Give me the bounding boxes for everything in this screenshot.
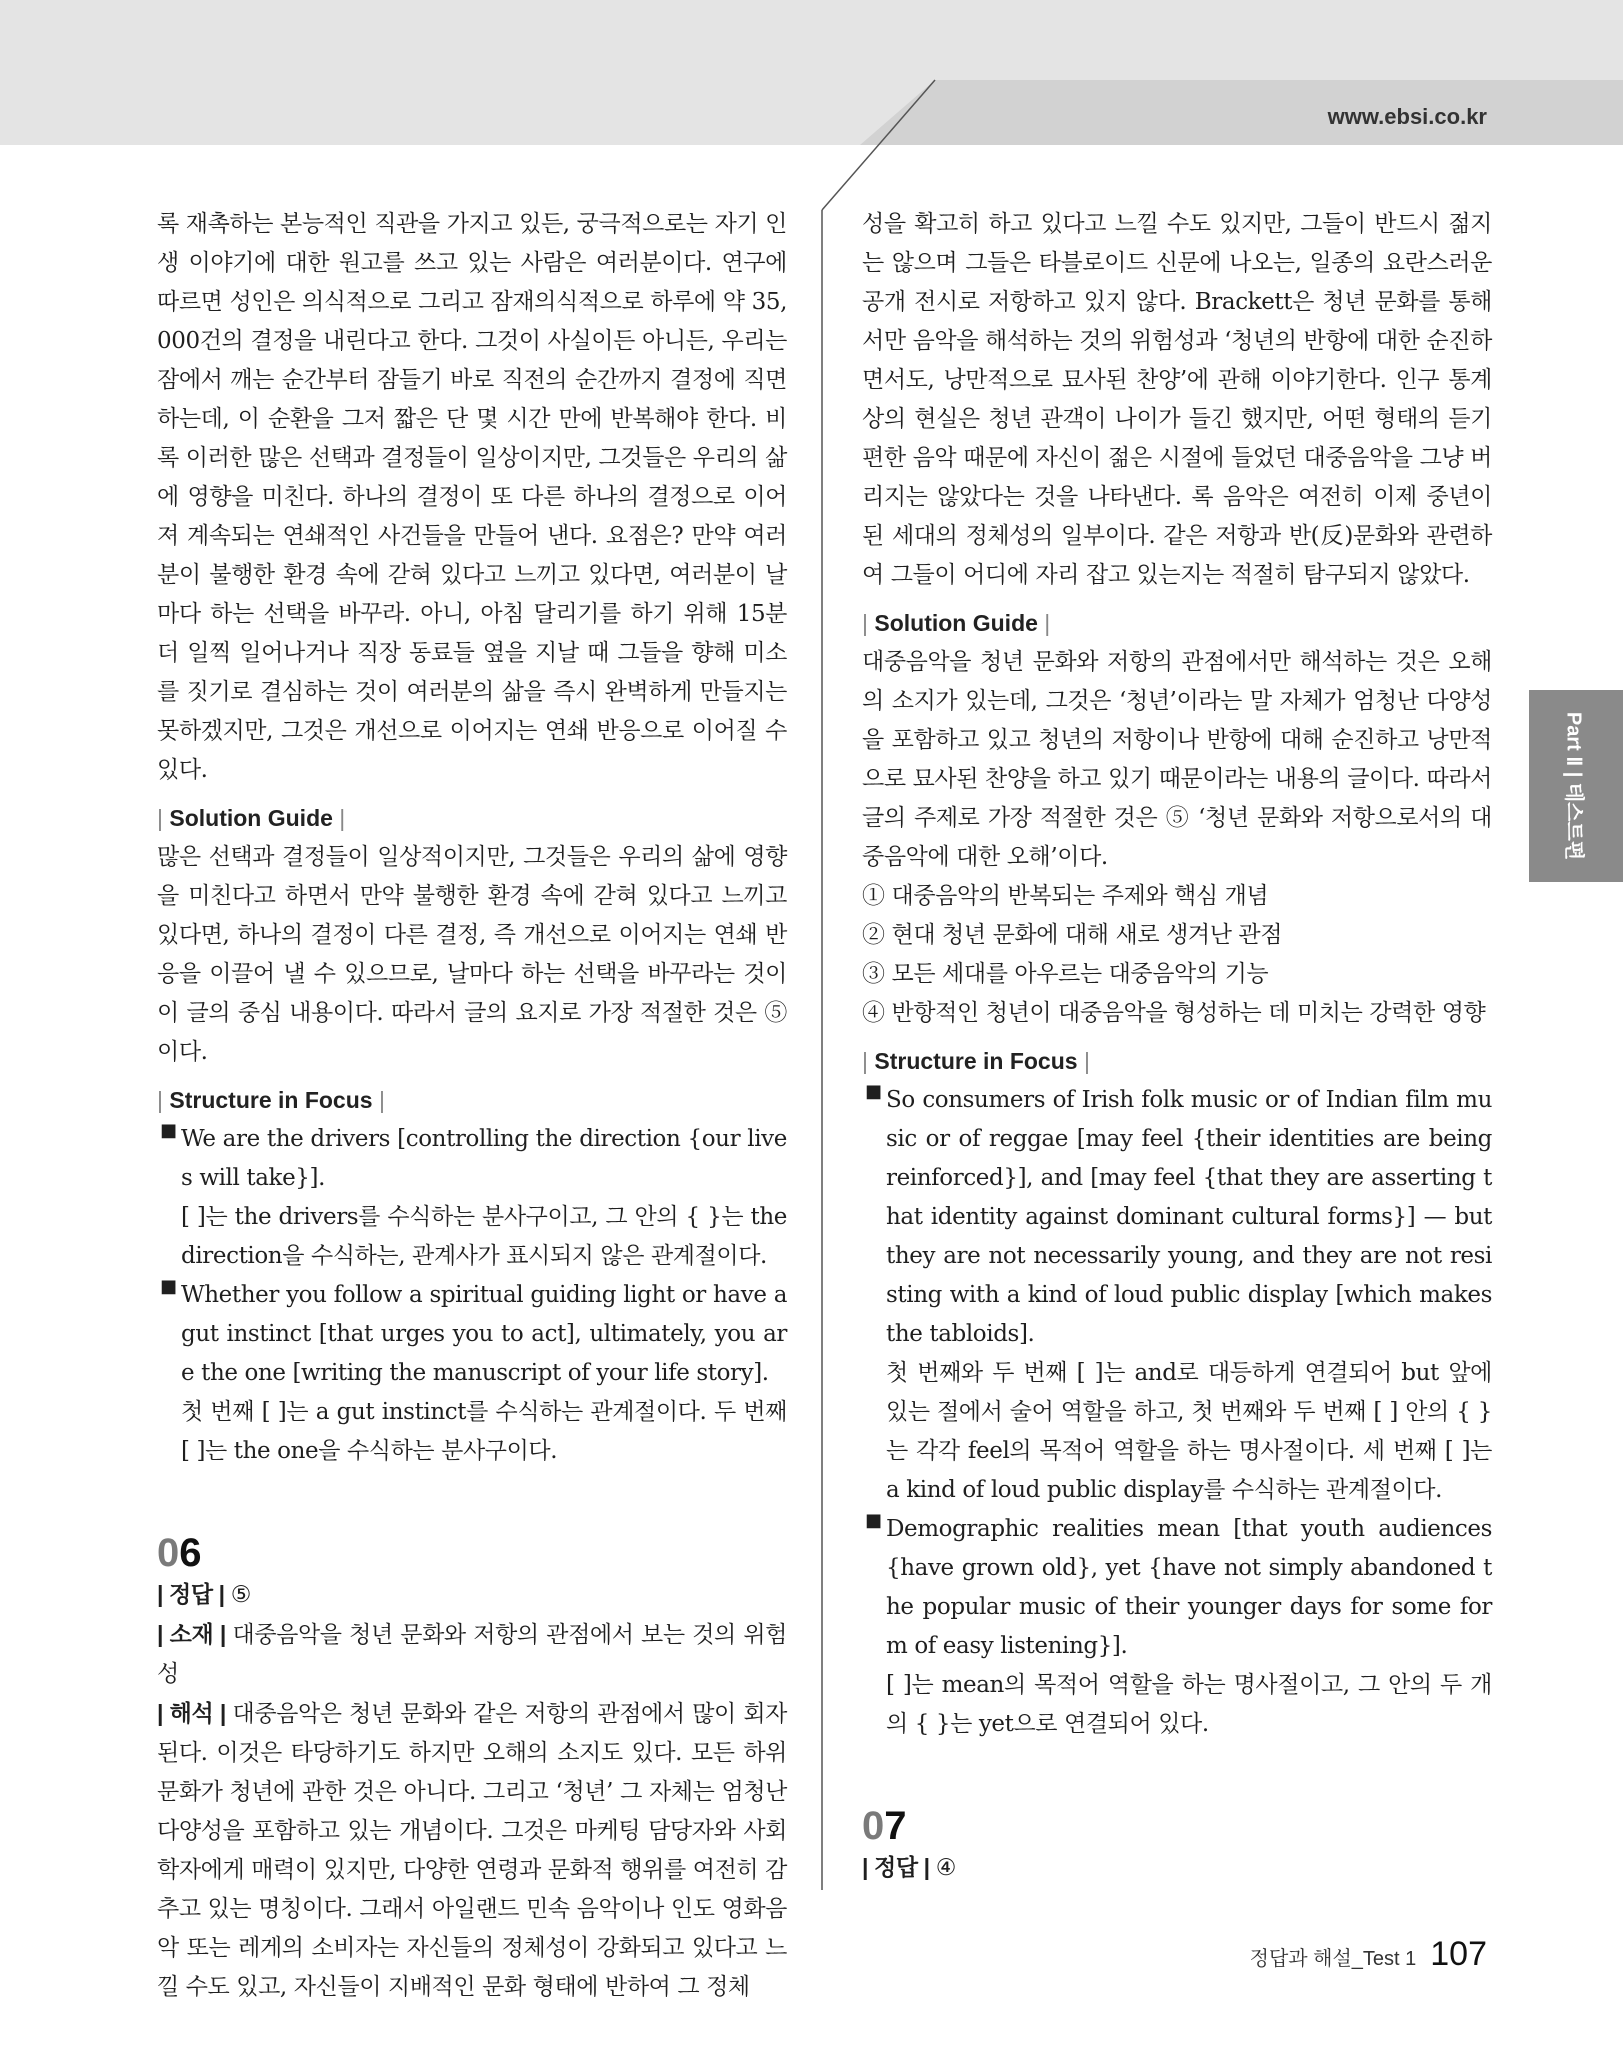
square-bullet-icon: ■ <box>865 1510 883 1531</box>
square-bullet-icon: ■ <box>865 1081 883 1102</box>
page-footer <box>1250 1935 1487 1974</box>
structure-item: ■ So consumers of Irish folk music or of Indian film music or of reggae [may feel {their identities are being reinforced}], and [may feel {that they are asserting that identity against dominant cultural forms}] — but they are not necessarily young, and they are not resisting with a kind of loud public display [which makes the tabloids]. 첫 번째와 두 번째 [ ]는 and로 대등하게 연결되어 but 앞에 있는 절에서 술어 역할을 하고, 첫 번째와 두 번째 [ ] 안의 { }는 각각 feel의 목적어 역할을 하는 명사절이다. 세 번째 [ ]는 a kind of loud public display를 수식하는 관계절이다. <box>862 1081 1492 1510</box>
right-column <box>862 205 1492 1888</box>
structure-note: 첫 번째와 두 번째 [ ]는 and로 대등하게 연결되어 but 앞에 있는 절에서 술어 역할을 하고, 첫 번째와 두 번째 [ ] 안의 { }는 각각 feel의 목적어 역할을 하는 명사절이다. 세 번째 [ ]는 a kind of loud public display를 수식하는 관계절이다. <box>886 1360 1492 1503</box>
square-bullet-icon: ■ <box>160 1276 178 1297</box>
section-side-tab <box>1529 690 1623 882</box>
page-number: 107 <box>1430 1935 1487 1973</box>
solution-guide-text: 많은 선택과 결정들이 일상적이지만, 그것들은 우리의 삶에 영향을 미친다고 하면서 만약 불행한 환경 속에 갇혀 있다고 느끼고 있다면, 하나의 결정이 다른 결정, 즉 개선으로 이어지는 연쇄 반응을 이끌어 낼 수 있으므로, 날마다 하는 선택을 바꾸라는 것이 이 글의 중심 내용이다. 따라서 글의 요지로 가장 적절한 것은 ⑤이다. <box>157 844 787 1065</box>
square-bullet-icon: ■ <box>160 1120 178 1141</box>
passage-translation-continued: 록 재촉하는 본능적인 직관을 가지고 있든, 궁극적으로는 자기 인생 이야기에 대한 원고를 쓰고 있는 사람은 여러분이다. 연구에 따르면 성인은 의식적으로 그리고 잠재의식적으로 하루에 약 35,000건의 결정을 내린다고 한다. 그것이 사실이든 아니든, 우리는 잠에서 깨는 순간부터 잠들기 바로 직전의 순간까지 결정에 직면하는데, 이 순환을 그저 짧은 단 몇 시간 만에 반복해야 한다. 비록 이러한 많은 선택과 결정들이 일상이지만, 그것들은 우리의 삶에 영향을 미친다. 하나의 결정이 또 다른 하나의 결정으로 이어져 계속되는 연쇄적인 사건들을 만들어 낸다. 요점은? 만약 여러분이 불행한 환경 속에 갇혀 있다고 느끼고 있다면, 여러분이 날마다 하는 선택을 바꾸라. 아니, 아침 달리기를 하기 위해 15분 더 일찍 일어나거나 직장 동료들 옆을 지날 때 그들을 향해 미소를 짓기로 결심하는 것이 여러분의 삶을 즉시 완벽하게 만들지는 못하겠지만, 그것은 개선으로 이어지는 연쇄 반응으로 이어질 수 있다. <box>157 211 787 783</box>
answer-value: ④ <box>935 1855 956 1881</box>
answer-value: ⑤ <box>230 1582 251 1608</box>
solution-guide-text: 대중음악을 청년 문화와 저항의 관점에서만 해석하는 것은 오해의 소지가 있는데, 그것은 ‘청년’이라는 말 자체가 엄청난 다양성을 포함하고 있고 청년의 저항이나 반항에 대해 순진하고 낭만적으로 묘사된 찬양을 하고 있기 때문이라는 내용의 글이다. 따라서 글의 주제로 가장 적절한 것은 ⑤ ‘청년 문화와 저항으로서의 대중음악에 대한 오해’이다. <box>862 649 1492 870</box>
structure-note: 첫 번째 [ ]는 a gut instinct를 수식하는 관계절이다. 두 번째 [ ]는 the one을 수식하는 분사구이다. <box>181 1399 787 1464</box>
translation-text: | 해석 | 대중음악은 청년 문화와 같은 저항의 관점에서 많이 회자된다. 이것은 타당하기도 하지만 오해의 소지도 있다. 모든 하위문화가 청년에 관한 것은 아니다. 그리고 ‘청년’ 그 자체는 엄청난 다양성을 포함하고 있는 개념이다. 그것은 마케팅 담당자와 사회학자에게 매력이 있지만, 다양한 연령과 문화적 행위를 여전히 감추고 있는 명칭이다. 그래서 아일랜드 민속 음악이나 인도 영화음악 또는 레게의 소비자는 자신들의 정체성이 강화되고 있다고 느낄 수도 있고, 자신들이 지배적인 문화 형태에 반하여 그 정체 <box>157 1700 787 2000</box>
option-item: ④ 반항적인 청년이 대중음악을 형성하는 데 미치는 강력한 영향 <box>862 1000 1486 1026</box>
site-url[interactable]: www.ebsi.co.kr <box>1327 104 1487 129</box>
structure-item: ■ We are the drivers [controlling the direction {our lives will take}]. [ ]는 the drivers를 수식하는 분사구이고, 그 안의 { }는 the direction을 수식하는, 관계사가 표시되지 않은 관계절이다. <box>157 1120 787 1276</box>
option-item: ① 대중음악의 반복되는 주제와 핵심 개념 <box>862 883 1269 909</box>
answer-line: | 정답 | ⑤ <box>157 1581 251 1608</box>
topic-line: | 소재 | 대중음악을 청년 문화와 저항의 관점에서 보는 것의 위험성 <box>157 1621 787 1687</box>
structure-note: [ ]는 the drivers를 수식하는 분사구이고, 그 안의 { }는 the direction을 수식하는, 관계사가 표시되지 않은 관계절이다. <box>181 1204 787 1269</box>
question-number: 07 <box>862 1804 907 1848</box>
solution-guide-heading: | Solution Guide | <box>157 805 346 831</box>
question-number: 06 <box>157 1531 202 1575</box>
structure-heading: | Structure in Focus | <box>862 1048 1090 1074</box>
structure-note: [ ]는 mean의 목적어 역할을 하는 명사절이고, 그 안의 두 개의 { }는 yet으로 연결되어 있다. <box>886 1672 1492 1737</box>
solution-guide-heading: | Solution Guide | <box>862 610 1051 636</box>
structure-item: ■ Whether you follow a spiritual guiding light or have a gut instinct [that urges you to act], ultimately, you are the one [writing the manuscript of your life story]. 첫 번째 [ ]는 a gut instinct를 수식하는 관계절이다. 두 번째 [ ]는 the one을 수식하는 분사구이다. <box>157 1276 787 1471</box>
passage-translation-continued: 성을 확고히 하고 있다고 느낄 수도 있지만, 그들이 반드시 젊지는 않으며 그들은 타블로이드 신문에 나오는, 일종의 요란스러운 공개 전시로 저항하고 있지 않다. Brackett은 청년 문화를 통해서만 음악을 해석하는 것의 위험성과 ‘청년의 반항에 대한 순진하면서도, 낭만적으로 묘사된 찬양’에 관해 이야기한다. 인구 통계상의 현실은 청년 관객이 나이가 들긴 했지만, 어떤 형태의 듣기 편한 음악 때문에 자신이 젊은 시절에 들었던 대중음악을 그냥 버리지는 않았다는 것을 나타낸다. 록 음악은 여전히 이제 중년이 된 세대의 정체성의 일부이다. 같은 저항과 반(反)문화와 관련하여 그들이 어디에 자리 잡고 있는지는 적절히 탐구되지 않았다. <box>862 211 1492 588</box>
structure-item: ■ Demographic realities mean [that youth audiences {have grown old}, yet {have not simply abandoned the popular music of their younger days for some form of easy listening}]. [ ]는 mean의 목적어 역할을 하는 명사절이고, 그 안의 두 개의 { }는 yet으로 연결되어 있다. <box>862 1510 1492 1744</box>
footer-section-label: 정답과 해설_Test 1 <box>1249 1948 1417 1970</box>
answer-line: | 정답 | ④ <box>862 1854 956 1881</box>
option-item: ② 현대 청년 문화에 대해 새로 생겨난 관점 <box>862 922 1283 948</box>
option-item: ③ 모든 세대를 아우르는 대중음악의 기능 <box>862 961 1269 987</box>
left-column <box>157 205 787 2007</box>
structure-heading: | Structure in Focus | <box>157 1087 385 1113</box>
section-tab-label: Part Ⅱ | 테스트편 <box>1562 711 1585 861</box>
